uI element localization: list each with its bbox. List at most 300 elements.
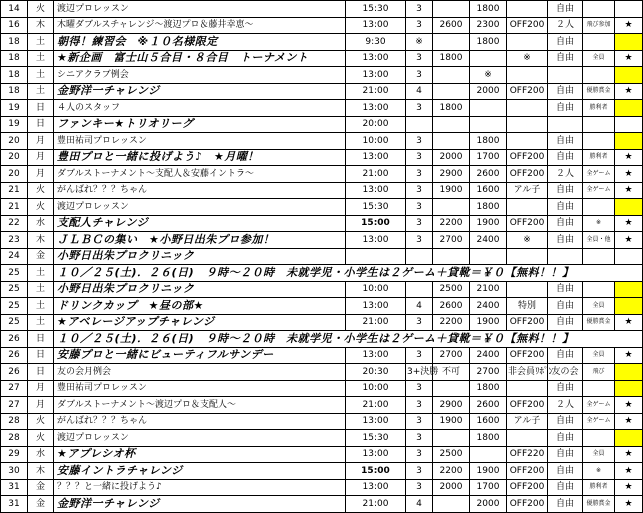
star-mark-cell: ★ [615,83,643,100]
start-time-cell: 20:30 [346,364,406,381]
games-cell: 3 [406,446,433,463]
team-format-cell: 自由 [548,83,583,100]
date-cell: 20 [1,149,28,166]
event-name-cell: 安藤プロと一緒にビューティフルサンデー [54,347,346,364]
general-fee-cell: 1900 [433,413,470,430]
event-name-cell: 渡辺プロレッスン [54,430,346,447]
member-fee-cell: 1600 [470,182,507,199]
general-fee-cell [433,248,470,265]
date-cell: 21 [1,182,28,199]
date-cell: 18 [1,67,28,84]
date-cell: 14 [1,1,28,18]
discount-cell [507,1,548,18]
schedule-row [1,116,643,133]
weekday-cell: 金 [28,248,54,265]
schedule-row [1,413,643,430]
team-format-cell: 自由 [548,314,583,331]
team-format-cell: 友の会 [548,364,583,381]
prize-cell [583,199,615,216]
schedule-row [1,83,643,100]
event-name-cell: 渡辺プロレッスン [54,1,346,18]
weekday-cell: 日 [28,347,54,364]
date-cell: 25 [1,281,28,298]
general-fee-cell [433,1,470,18]
star-mark-cell [615,34,643,51]
discount-cell: OFF200 [507,479,548,496]
prize-cell [583,1,615,18]
team-format-cell: 自由 [548,199,583,216]
discount-cell: ※ [507,232,548,249]
games-cell: 4 [406,298,433,315]
schedule-row [1,364,643,381]
member-fee-cell: 1800 [470,1,507,18]
event-name-cell: がんばれ？？？ちゃん [54,182,346,199]
prize-cell: 優勝賞金 [583,83,615,100]
games-cell: 3 [406,166,433,183]
member-fee-cell [470,100,507,117]
general-fee-cell: 2700 [433,232,470,249]
prize-cell: 全員 [583,298,615,315]
star-mark-cell: ★ [615,314,643,331]
start-time-cell: 13:00 [346,50,406,67]
discount-cell [507,248,548,265]
prize-cell: 全ゲーム [583,182,615,199]
games-cell: 3+決勝 [406,364,433,381]
discount-cell: OFF200 [507,496,548,513]
team-format-cell: ２人 [548,166,583,183]
team-format-cell: 自由 [548,413,583,430]
weekday-cell: 土 [28,67,54,84]
general-fee-cell: 2000 [433,149,470,166]
member-fee-cell: 2300 [470,17,507,34]
date-cell: 16 [1,17,28,34]
date-cell: 18 [1,83,28,100]
weekday-cell: 日 [28,116,54,133]
general-fee-cell: 2900 [433,397,470,414]
schedule-row [1,298,643,315]
schedule-row [1,100,643,117]
member-fee-cell: 1600 [470,413,507,430]
event-name-cell: ★新企画 富士山５合目・８合目 トーナメント [54,50,346,67]
games-cell: 3 [406,413,433,430]
discount-cell [507,199,548,216]
discount-cell [507,430,548,447]
prize-cell: 全員 [583,50,615,67]
star-mark-cell [615,100,643,117]
general-fee-cell: 2500 [433,281,470,298]
schedule-row [1,182,643,199]
weekday-cell: 土 [28,265,54,282]
team-format-cell: 自由 [548,50,583,67]
start-time-cell: 21:00 [346,83,406,100]
games-cell: 3 [406,430,433,447]
member-fee-cell: 1800 [470,199,507,216]
games-cell [406,248,433,265]
schedule-row [1,50,643,67]
star-mark-cell: ★ [615,413,643,430]
team-format-cell: 自由 [548,232,583,249]
start-time-cell: 20:00 [346,116,406,133]
star-mark-cell: ★ [615,182,643,199]
general-fee-cell: 2600 [433,17,470,34]
member-fee-cell: 2600 [470,166,507,183]
start-time-cell: 15:00 [346,463,406,480]
general-fee-cell: 2900 [433,166,470,183]
weekday-cell: 月 [28,166,54,183]
member-fee-cell: 1900 [470,215,507,232]
prize-cell [583,116,615,133]
weekday-cell: 土 [28,34,54,51]
start-time-cell: 15:30 [346,430,406,447]
date-cell: 26 [1,364,28,381]
discount-cell: OFF200 [507,166,548,183]
discount-cell: OFF200 [507,17,548,34]
weekday-cell: 月 [28,397,54,414]
discount-cell: OFF220 [507,446,548,463]
date-cell: 19 [1,116,28,133]
general-fee-cell: 2500 [433,446,470,463]
weekday-cell: 月 [28,133,54,150]
games-cell: 3 [406,215,433,232]
weekday-cell: 日 [28,364,54,381]
schedule-body [1,1,643,513]
star-mark-cell: ★ [615,166,643,183]
schedule-row [1,380,643,397]
date-cell: 30 [1,463,28,480]
star-mark-cell [615,67,643,84]
member-fee-cell: 2000 [470,83,507,100]
date-cell: 26 [1,331,28,348]
team-format-cell: 自由 [548,215,583,232]
discount-cell [507,67,548,84]
date-cell: 31 [1,496,28,513]
schedule-row [1,430,643,447]
schedule-row [1,199,643,216]
team-format-cell: 自由 [548,34,583,51]
games-cell [406,281,433,298]
star-mark-cell [615,116,643,133]
date-cell: 29 [1,446,28,463]
prize-cell: 全ゲーム [583,166,615,183]
schedule-row [1,67,643,84]
weekday-cell: 日 [28,100,54,117]
weekday-cell: 水 [28,446,54,463]
weekday-cell: 火 [28,199,54,216]
member-fee-cell [470,446,507,463]
member-fee-cell [470,50,507,67]
discount-cell [507,380,548,397]
prize-cell: 勝利者 [583,100,615,117]
event-name-cell: ダブルストーナメント～渡辺プロ＆支配人～ [54,397,346,414]
date-cell: 20 [1,166,28,183]
games-cell: 4 [406,83,433,100]
team-format-cell: 自由 [548,149,583,166]
team-format-cell: 自由 [548,182,583,199]
star-mark-cell: ★ [615,446,643,463]
games-cell: 3 [406,199,433,216]
weekday-cell: 火 [28,413,54,430]
prize-cell [583,133,615,150]
games-cell: 3 [406,182,433,199]
weekday-cell: 月 [28,380,54,397]
announcement-cell: １０／２５(土)．２６(日) ９時～２０時 未就学児・小学生は２ゲーム＋貸靴＝￥０【無料！！】 [54,331,643,348]
start-time-cell: 13:00 [346,298,406,315]
games-cell: 3 [406,347,433,364]
member-fee-cell: 1800 [470,430,507,447]
prize-cell: 全ゲーム [583,413,615,430]
date-cell: 22 [1,215,28,232]
discount-cell: OFF200 [507,149,548,166]
start-time-cell [346,248,406,265]
announcement-cell: １０／２５(土)．２６(日) ９時～２０時 未就学児・小学生は２ゲーム＋貸靴＝￥０【無料！！】 [54,265,643,282]
team-format-cell: ２人 [548,17,583,34]
games-cell: 3 [406,380,433,397]
start-time-cell: 13:00 [346,67,406,84]
games-cell: 3 [406,232,433,249]
games-cell: 4 [406,496,433,513]
weekday-cell: 木 [28,232,54,249]
star-mark-cell: ★ [615,347,643,364]
discount-cell: OFF200 [507,215,548,232]
member-fee-cell: 1700 [470,479,507,496]
prize-cell: 全員・他 [583,232,615,249]
member-fee-cell [470,116,507,133]
event-name-cell: 豊田プロと一緒に投げよう♪ ★月曜！ [54,149,346,166]
member-fee-cell: 1900 [470,463,507,480]
weekday-cell: 水 [28,215,54,232]
schedule-row [1,17,643,34]
team-format-cell: 自由 [548,463,583,480]
weekday-cell: 火 [28,182,54,199]
games-cell: 3 [406,479,433,496]
member-fee-cell: 2700 [470,364,507,381]
prize-cell: 全員 [583,446,615,463]
team-format-cell: 自由 [548,430,583,447]
discount-cell: アル子 [507,413,548,430]
event-name-cell: 安藤イントラチャレンジ [54,463,346,480]
date-cell: 18 [1,34,28,51]
team-format-cell: 自由 [548,281,583,298]
prize-cell [583,281,615,298]
star-mark-cell [615,1,643,18]
schedule-row [1,34,643,51]
team-format-cell: 自由 [548,1,583,18]
event-name-cell: 朝得！練習会 ※１０名様限定 [54,34,346,51]
general-fee-cell [433,34,470,51]
event-name-cell: ★アベレージアップチャレンジ [54,314,346,331]
schedule-row [1,496,643,513]
event-name-cell: シニアクラブ例会 [54,67,346,84]
schedule-row [1,397,643,414]
weekday-cell: 木 [28,17,54,34]
games-cell: ※ [406,34,433,51]
weekday-cell: 火 [28,1,54,18]
start-time-cell: 9:30 [346,34,406,51]
general-fee-cell [433,83,470,100]
general-fee-cell [433,430,470,447]
event-name-cell: 渡辺プロレッスン [54,199,346,216]
discount-cell: OFF200 [507,347,548,364]
weekday-cell: 土 [28,50,54,67]
discount-cell [507,34,548,51]
date-cell: 24 [1,248,28,265]
start-time-cell: 13:00 [346,182,406,199]
general-fee-cell [433,116,470,133]
event-name-cell: ★アプレシオ杯 [54,446,346,463]
member-fee-cell: 2100 [470,281,507,298]
discount-cell: OFF200 [507,83,548,100]
star-mark-cell: ★ [615,215,643,232]
discount-cell [507,100,548,117]
member-fee-cell: 1800 [470,380,507,397]
event-name-cell: ４人のスタッフ [54,100,346,117]
discount-cell: OFF200 [507,463,548,480]
games-cell: 3 [406,1,433,18]
star-mark-cell [615,133,643,150]
weekday-cell: 土 [28,298,54,315]
star-mark-cell [615,199,643,216]
team-format-cell: 自由 [548,298,583,315]
team-format-cell: 自由 [548,446,583,463]
member-fee-cell: 1900 [470,314,507,331]
weekday-cell: 土 [28,281,54,298]
games-cell: 3 [406,314,433,331]
schedule-row [1,133,643,150]
general-fee-cell: 2200 [433,215,470,232]
member-fee-cell: 2400 [470,232,507,249]
member-fee-cell: 1800 [470,133,507,150]
event-name-cell: 支配人チャレンジ [54,215,346,232]
weekday-cell: 土 [28,83,54,100]
event-name-cell: ＪＬＢＣの集い ★小野日出朱プロ参加！ [54,232,346,249]
date-cell: 18 [1,50,28,67]
prize-cell [583,430,615,447]
event-name-cell: 木曜ダブルスチャレンジ～渡辺プロ＆藤井幸恵～ [54,17,346,34]
weekday-cell: 日 [28,331,54,348]
date-cell: 28 [1,413,28,430]
games-cell: 3 [406,133,433,150]
prize-cell [583,67,615,84]
event-name-cell: ドリンクカップ ★昼の部★ [54,298,346,315]
prize-cell [583,248,615,265]
date-cell: 25 [1,314,28,331]
start-time-cell: 13:00 [346,413,406,430]
schedule-row [1,232,643,249]
team-format-cell: 自由 [548,380,583,397]
general-fee-cell: 2000 [433,479,470,496]
start-time-cell: 13:00 [346,17,406,34]
schedule-row [1,314,643,331]
star-mark-cell [615,364,643,381]
general-fee-cell: 2700 [433,347,470,364]
schedule-row [1,1,643,18]
start-time-cell: 13:00 [346,149,406,166]
start-time-cell: 21:00 [346,496,406,513]
schedule-row [1,281,643,298]
general-fee-cell [433,496,470,513]
date-cell: 25 [1,298,28,315]
event-name-cell: 友の会月例会 [54,364,346,381]
games-cell [406,116,433,133]
general-fee-cell: 1800 [433,100,470,117]
prize-cell: 勝利者 [583,149,615,166]
general-fee-cell [433,199,470,216]
event-name-cell: がんばれ？？？ちゃん [54,413,346,430]
general-fee-cell: 不可 [433,364,470,381]
team-format-cell: 自由 [548,133,583,150]
start-time-cell: 13:00 [346,347,406,364]
star-mark-cell [615,298,643,315]
start-time-cell: 21:00 [346,166,406,183]
weekday-cell: 火 [28,430,54,447]
team-format-cell [548,248,583,265]
date-cell: 20 [1,133,28,150]
games-cell: 3 [406,17,433,34]
member-fee-cell: ※ [470,67,507,84]
star-mark-cell: ★ [615,232,643,249]
discount-cell [507,116,548,133]
start-time-cell: 21:00 [346,314,406,331]
discount-cell: OFF200 [507,397,548,414]
discount-cell: OFF200 [507,314,548,331]
schedule-row [1,463,643,480]
general-fee-cell: 1900 [433,182,470,199]
start-time-cell: 13:00 [346,479,406,496]
star-mark-cell: ★ [615,17,643,34]
member-fee-cell: 2400 [470,347,507,364]
weekday-cell: 金 [28,496,54,513]
weekday-cell: 木 [28,463,54,480]
discount-cell: 特別 [507,298,548,315]
prize-cell [583,34,615,51]
discount-cell [507,133,548,150]
discount-cell: ※ [507,50,548,67]
games-cell: 3 [406,67,433,84]
date-cell: 21 [1,199,28,216]
discount-cell: 非会員ﾘﾎﾟﾝ [507,364,548,381]
event-name-cell: 小野日出朱プロクリニック [54,248,346,265]
general-fee-cell: 1800 [433,50,470,67]
date-cell: 25 [1,265,28,282]
prize-cell: 飛び [583,364,615,381]
schedule-row [1,265,643,282]
weekday-cell: 土 [28,314,54,331]
start-time-cell: 10:00 [346,380,406,397]
team-format-cell: 自由 [548,347,583,364]
member-fee-cell: 2000 [470,496,507,513]
date-cell: 27 [1,380,28,397]
prize-cell: 優勝賞金 [583,314,615,331]
team-format-cell: 自由 [548,479,583,496]
member-fee-cell: 2600 [470,397,507,414]
start-time-cell: 13:00 [346,100,406,117]
general-fee-cell [433,380,470,397]
star-mark-cell: ★ [615,149,643,166]
date-cell: 28 [1,430,28,447]
start-time-cell: 15:30 [346,199,406,216]
discount-cell [507,281,548,298]
general-fee-cell: 2200 [433,314,470,331]
prize-cell: 勝利者 [583,479,615,496]
event-name-cell: 豊田祐司プロレッスン [54,380,346,397]
star-mark-cell: ★ [615,463,643,480]
event-name-cell: 小野日出朱プロクリニック [54,281,346,298]
team-format-cell: 自由 [548,100,583,117]
discount-cell: アル子 [507,182,548,199]
event-name-cell: 金野洋一チャレンジ [54,496,346,513]
general-fee-cell [433,133,470,150]
prize-cell: ※ [583,463,615,480]
